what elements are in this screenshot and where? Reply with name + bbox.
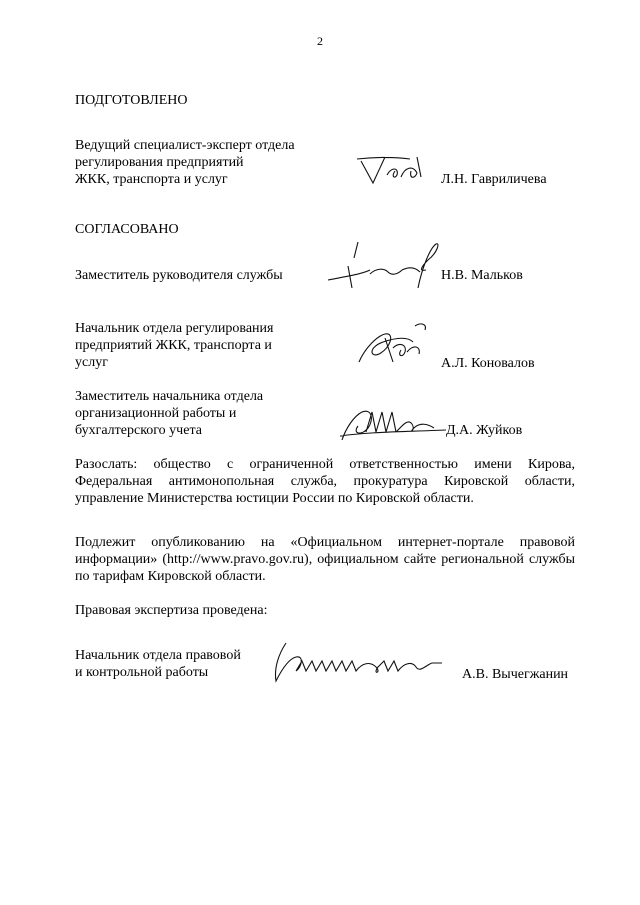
signature-malkov bbox=[318, 238, 446, 298]
signature-zhuykov bbox=[338, 398, 453, 446]
position-line: ЖКК, транспорта и услуг bbox=[75, 172, 228, 187]
prepared-position bbox=[75, 137, 335, 188]
position-line: Заместитель начальника отдела bbox=[75, 389, 264, 404]
signatory-3-name: Д.А. Жуйков bbox=[446, 423, 523, 438]
position-line: Начальник отдела правовой bbox=[75, 648, 241, 663]
legal-review-position bbox=[75, 647, 275, 681]
position-line: Ведущий специалист-эксперт отдела bbox=[75, 138, 295, 153]
publication-paragraph: Подлежит опубликованию на «Официальном интернет-портале правовой информации» (http://www.pravo.gov.ru), официальном сайте региональной службы по тарифам Кировской области. bbox=[75, 535, 575, 584]
signatory-1-position bbox=[75, 267, 335, 284]
signatory-2-name: А.Л. Коновалов bbox=[441, 356, 535, 371]
distribution-paragraph: Разослать: общество с ограниченной ответственностью имени Кирова, Федеральная антимонопольная служба, прокуратура Кировской области, управление Министерства юстиции России по Кировской области. bbox=[75, 457, 575, 506]
position-line: услуг bbox=[75, 355, 108, 370]
legal-review-statement: Правовая экспертиза проведена: bbox=[75, 603, 268, 618]
legal-review-name: А.В. Вычегжанин bbox=[462, 667, 569, 682]
signatory-1-name: Н.В. Мальков bbox=[441, 268, 523, 283]
position-line: регулирования предприятий bbox=[75, 155, 244, 170]
position-line: и контрольной работы bbox=[75, 665, 209, 680]
position-line: организационной работы и bbox=[75, 406, 237, 421]
page-number: 2 bbox=[317, 34, 323, 48]
signature-gavrilicheva bbox=[355, 153, 435, 189]
position-line: Начальник отдела регулирования bbox=[75, 321, 274, 336]
prepared-heading: ПОДГОТОВЛЕНО bbox=[75, 93, 188, 108]
position-line: Заместитель руководителя службы bbox=[75, 268, 283, 283]
agreed-heading: СОГЛАСОВАНО bbox=[75, 222, 179, 237]
signature-vychegzhanin bbox=[266, 637, 456, 687]
signatory-3-position bbox=[75, 388, 335, 439]
prepared-name: Л.Н. Гавриличева bbox=[441, 172, 547, 187]
position-line: предприятий ЖКК, транспорта и bbox=[75, 338, 272, 353]
signatory-2-position bbox=[75, 320, 335, 371]
position-line: бухгалтерского учета bbox=[75, 423, 202, 438]
signature-konovalov bbox=[355, 318, 435, 368]
